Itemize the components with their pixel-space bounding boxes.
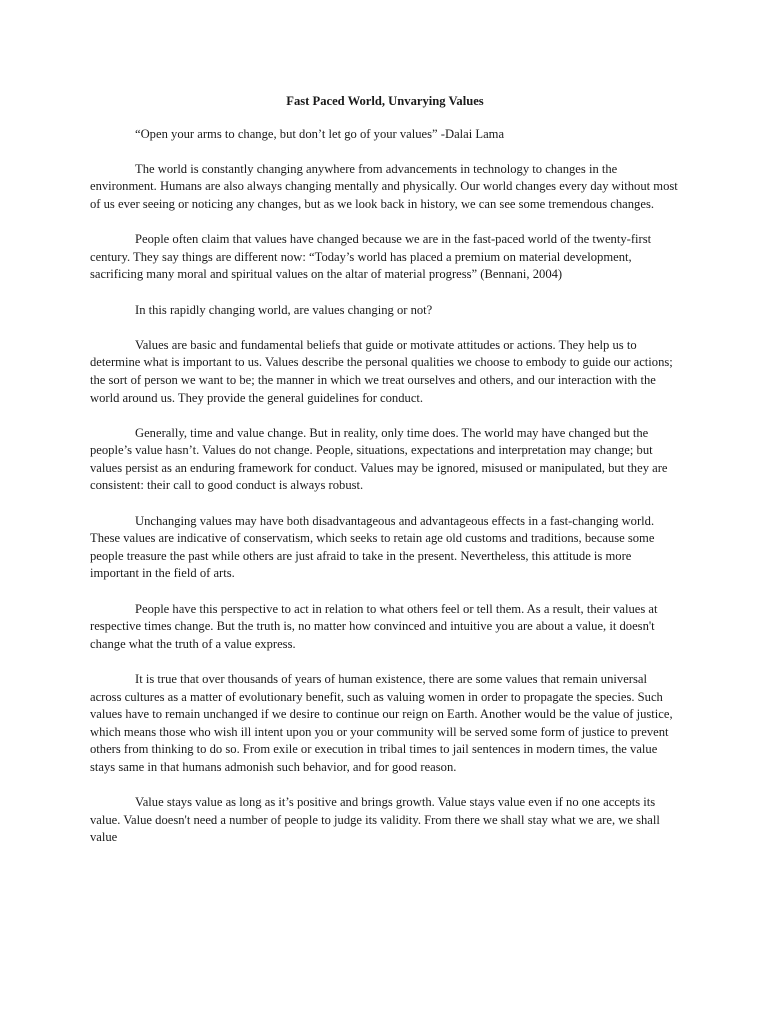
paragraph-9: Value stays value as long as it’s positive and brings growth. Value stays value even if no one accepts its value. Value doesn't need a number of people to judge its validity. From there we shall stay what we are, we shall value <box>90 795 660 845</box>
paragraph-7: People have this perspective to act in relation to what others feel or tell them. As a result, their values at respective times change. But the truth is, no matter how convinced and intuitive you are about a value, it doesn't change what the truth of a value express. <box>90 601 658 651</box>
paragraph-2: People often claim that values have changed because we are in the fast-paced world of the twenty-first century. They say things are different now: “Today’s world has placed a premium on material development, sacrificing many moral and spiritual values on the altar of material progress” (Bennani, 2004) <box>90 232 652 282</box>
document-body <box>90 93 680 865</box>
paragraph-1: The world is constantly changing anywhere from advancements in technology to changes in the environment. Humans are also always changing mentally and physically. Our world changes every day without most of us ever seeing or noticing any changes, but as we look back in history, we can see some tremendous changes. <box>90 161 678 211</box>
document-title: Fast Paced World, Unvarying Values <box>286 94 484 108</box>
paragraph-6: Unchanging values may have both disadvantageous and advantageous effects in a fast-changing world. These values are indicative of conservatism, which seeks to retain age old customs and traditions, because some people treasure the past while others are just afraid to take in the present. Nevertheless, this attitude is more important in the field of arts. <box>90 513 655 581</box>
paragraph-5: Generally, time and value change. But in reality, only time does. The world may have changed but the people’s value hasn’t. Values do not change. People, situations, expectations and interpretation may change; but values persist as an enduring framework for conduct. Values may be ignored, misused or manipulated, but they are consistent: their call to good conduct is always robust. <box>90 425 668 493</box>
epigraph: “Open your arms to change, but don’t let go of your values” -Dalai Lama <box>135 126 505 141</box>
paragraph-4: Values are basic and fundamental beliefs that guide or motivate attitudes or actions. They help us to determine what is important to us. Values describe the personal qualities we choose to embody to guide our actions; the sort of person we want to be; the manner in which we treat ourselves and others, and our interaction with the world around us. They provide the general guidelines for conduct. <box>90 337 673 405</box>
paragraph-3: In this rapidly changing world, are values changing or not? <box>135 302 433 317</box>
paragraph-8: It is true that over thousands of years of human existence, there are some values that remain universal across cultures as a matter of evolutionary benefit, such as valuing women in order to propagate the species. Such values have to remain unchanged if we desire to continue our reign on Earth. Another would be the value of justice, which means those who wish ill intent upon you or your community will be served some form of justice to prevent others from thinking to do so. From exile or execution in tribal times to jail sentences in modern times, the value stays same in that humans admonish such behavior, and for good reason. <box>90 672 673 774</box>
